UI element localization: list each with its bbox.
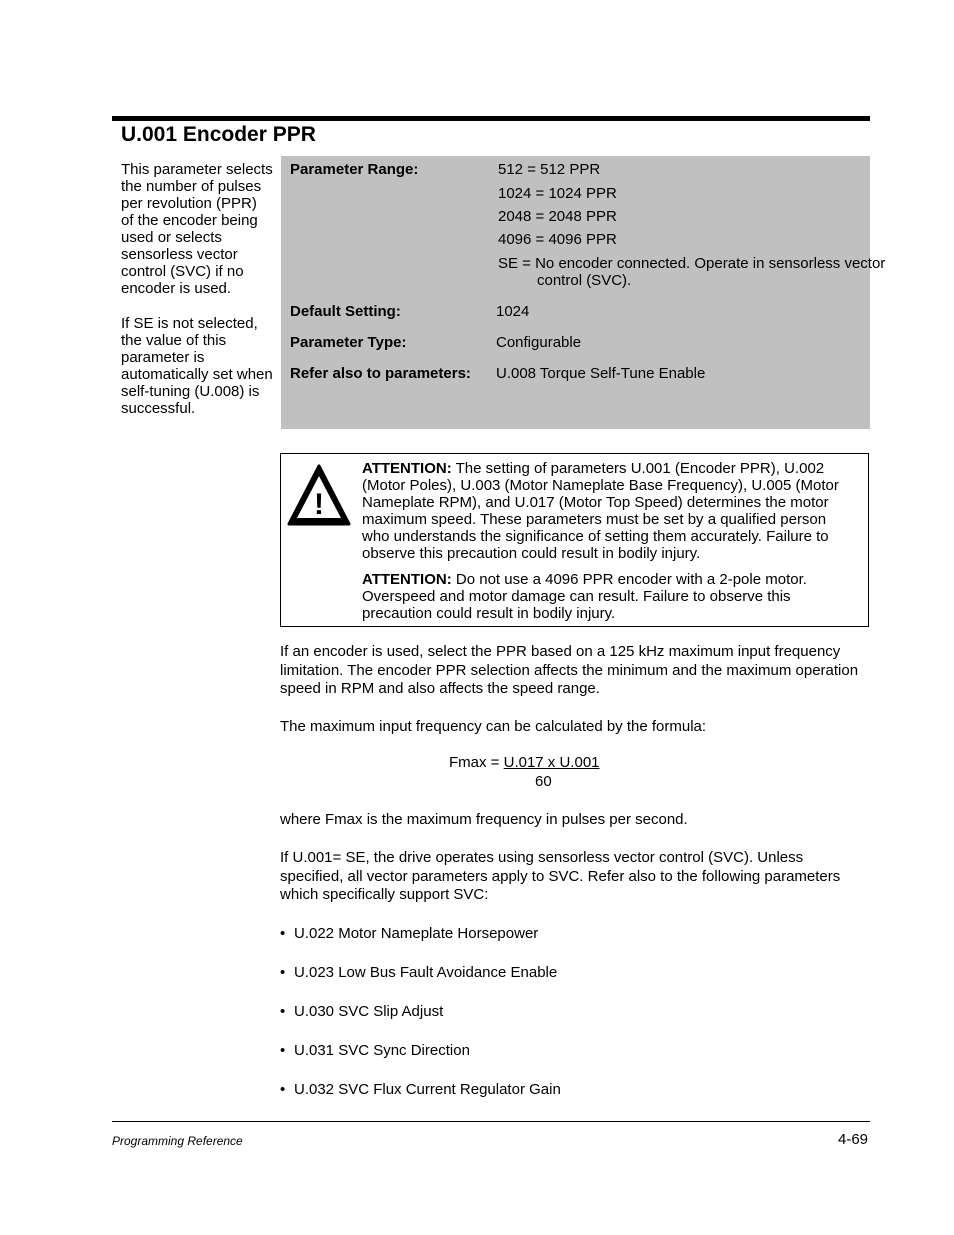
- attention-label-1: ATTENTION:: [362, 460, 452, 477]
- list-item-text: U.023 Low Bus Fault Avoidance Enable: [294, 964, 558, 981]
- body-paragraph-svc: If U.001= SE, the drive operates using sensorless vector control (SVC). Unless specified, all vector parameters apply to SVC. Refer also to the following parameters which specifically support SVC:: [280, 849, 841, 903]
- attention-paragraph-1: [362, 460, 857, 562]
- list-item: [280, 964, 557, 982]
- type-value: Configurable: [496, 334, 582, 351]
- range-value-4096: 4096 = 4096 PPR: [498, 231, 617, 248]
- footer-rule: [112, 1121, 870, 1122]
- top-rule: [112, 116, 870, 121]
- list-item: [280, 925, 538, 943]
- body-paragraph-encoder: If an encoder is used, select the PPR based on a 125 kHz maximum input frequency limitation. The encoder PPR selection affects the minimum and the maximum operation speed in RPM and also affects the speed range.: [280, 643, 859, 697]
- sidebar-paragraph-1: This parameter selects the number of pulses per revolution (PPR) of the encoder being used or selects sensorless vector control (SVC) if no encoder is used.: [121, 161, 273, 297]
- attention-text-1: The setting of parameters U.001 (Encoder PPR), U.002 (Motor Poles), U.003 (Motor Nameplate Base Frequency), U.005 (Motor Nameplate RPM), and U.017 (Motor Top Speed) determines the motor maximum speed. These parameters must be set by a qualified person who understands the significance of setting them accurately. Failure to observe this precaution could result in bodily injury.: [362, 460, 839, 562]
- body-paragraph-formula-intro: The maximum input frequency can be calculated by the formula:: [280, 718, 707, 735]
- range-value-se: SE = No encoder connected. Operate in sensorless vector control (SVC).: [498, 255, 886, 289]
- range-value-1024: 1024 = 1024 PPR: [498, 185, 617, 202]
- formula-top-line: [449, 754, 600, 772]
- parameter-table: [281, 156, 886, 429]
- footer-section-title: Programming Reference: [112, 1134, 243, 1148]
- warning-triangle-icon: [286, 462, 352, 528]
- attention-text-2: Do not use a 4096 PPR encoder with a 2-pole motor. Overspeed and motor damage can result. Failure to observe this precaution could result in bodily injury.: [362, 571, 807, 622]
- list-item: [280, 1042, 470, 1060]
- bullet-dot: •: [280, 1042, 286, 1059]
- bullet-dot: •: [280, 1081, 286, 1098]
- attention-paragraph-2: [362, 571, 857, 622]
- type-label: Parameter Type:: [290, 334, 407, 351]
- range-value-2048: 2048 = 2048 PPR: [498, 208, 617, 225]
- range-value-512: 512 = 512 PPR: [498, 161, 601, 178]
- attention-box: [280, 453, 869, 627]
- default-label: Default Setting:: [290, 303, 401, 320]
- list-item: [280, 1003, 443, 1021]
- bullet-dot: •: [280, 925, 286, 942]
- formula-lhs: Fmax =: [449, 754, 504, 771]
- list-item-text: U.032 SVC Flux Current Regulator Gain: [294, 1081, 561, 1098]
- refer-value: U.008 Torque Self-Tune Enable: [496, 365, 706, 382]
- bullet-dot: •: [280, 964, 286, 981]
- sidebar-paragraph-2: If SE is not selected, the value of this parameter is automatically set when self-tuning (U.008) is successful.: [121, 315, 273, 417]
- warning-exclamation: !: [314, 488, 324, 521]
- formula-numerator: U.017 x U.001: [503, 754, 600, 771]
- bullet-dot: •: [280, 1003, 286, 1020]
- formula-denominator: 60: [535, 773, 552, 790]
- list-item-text: U.022 Motor Nameplate Horsepower: [294, 925, 539, 942]
- list-item-text: U.030 SVC Slip Adjust: [294, 1003, 444, 1020]
- body-paragraph-fmax-def: where Fmax is the maximum frequency in pulses per second.: [280, 811, 688, 828]
- list-item-text: U.031 SVC Sync Direction: [294, 1042, 470, 1059]
- sidebar-description: [121, 161, 273, 435]
- attention-label-2: ATTENTION:: [362, 571, 452, 588]
- list-item: [280, 1081, 561, 1099]
- page-number: 4-69: [838, 1131, 869, 1148]
- default-value: 1024: [496, 303, 530, 320]
- page-title: U.001 Encoder PPR: [121, 123, 316, 146]
- range-label: Parameter Range:: [290, 161, 419, 178]
- refer-label: Refer also to parameters:: [290, 365, 471, 382]
